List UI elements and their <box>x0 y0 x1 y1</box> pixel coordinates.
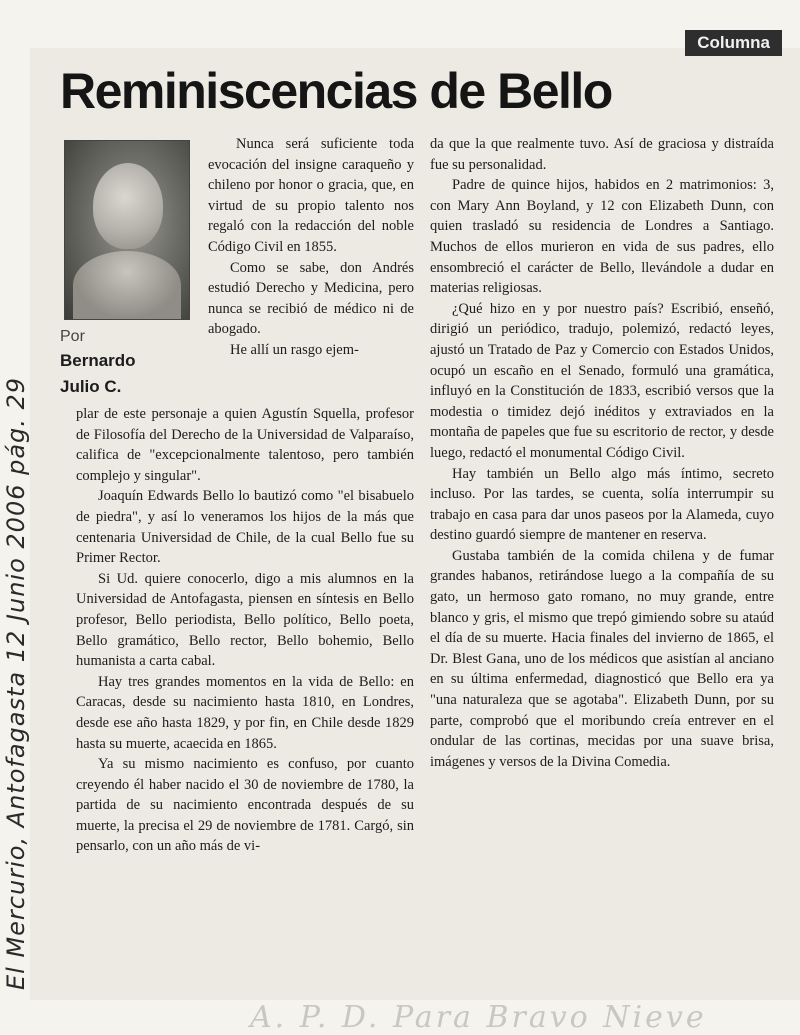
paragraph: Gustaba también de la comida chilena y de fumar grandes habanos, retirándose luego a la compañía de su gato, un hermoso gato romano, no muy grande, entre blanco y gris, el mismo que trepó gimiendo sobre su ataúd el día de su muerte. Hacia finales del invierno de 1865, el Dr. Blest Gana, uno de los médicos que asistían al anciano en su última enfermedad, diagnosticó que Bello era ya "una naturaleza que se agotaba". Elizabeth Dunn, por su parte, comprobó que el moribundo creía entrever en el ondular de las cortinas, mecidas por una suave brisa, imágenes y versos de la Divina Comedia. <box>430 547 774 770</box>
section-label: Columna <box>685 30 782 56</box>
portrait-shoulders <box>73 251 181 319</box>
paragraph: Joaquín Edwards Bello lo bautizó como "el bisabuelo de piedra", y así lo veneramos los hijos de la más que centenaria Universidad de Chile, de la cual Bello fue su Primer Rector. <box>76 488 414 567</box>
paragraph: plar de este personaje a quien Agustín Squella, profesor de Filosofía del Derecho de la Universidad de Valparaíso, califica de "excepcionalmente talentoso, pero también complejo y singular". <box>76 406 414 484</box>
column-left-top <box>208 134 414 361</box>
paragraph: Si Ud. quiere conocerlo, digo a mis alumnos en la Universidad de Antofagasta, piensen en síntesis en Bello profesor, Bello periodista, Bello político, Bello poeta, Bello gramático, Bello rector, Bello bohemio, Bello humanista a carta cabal. <box>76 570 414 670</box>
byline-author-first: Bernardo <box>60 351 136 370</box>
paragraph: Ya su mismo nacimiento es confuso, por cuanto creyendo él haber nacido el 30 de noviembre de 1780, la partida de su nacimiento encontrada después de su muerte, la precisa el 29 de noviembre de 1781. Cargó, sin pensarlo, con un año más de vi- <box>76 756 414 855</box>
headline: Reminiscencias de Bello <box>60 63 612 119</box>
paragraph: Hay tres grandes momentos en la vida de Bello: en Caracas, desde su nacimiento hasta 1810, en Londres, desde ese año hasta 1829, y por fin, en Chile desde 1829 hasta su muerte, acaecida en 1865. <box>76 673 414 752</box>
author-portrait <box>64 140 190 320</box>
byline <box>60 328 136 398</box>
paragraph: Padre de quince hijos, habidos en 2 matrimonios: 3, con Mary Ann Boyland, y 12 con Elizabeth Dunn, con quien trasladó su residencia de Londres a Santiago. Muchos de ellos murieron en vida de sus padres, ello ensombreció el carácter de Bello, llevándole a dudar en materias religiosas. <box>430 177 774 297</box>
paragraph: He allí un rasgo ejem- <box>230 341 359 358</box>
paragraph: da que la que realmente tuvo. Así de graciosa y distraída fue su personalidad. <box>430 136 774 173</box>
margin-note-text: El Mercurio, Antofagasta 12 Junio 2006 pág. 29 <box>2 376 30 990</box>
paragraph: Nunca será suficiente toda evocación del insigne caraqueño y chileno por honor o gracia, que, en virtud de su propio talento nos regaló con la redacción del noble Código Civil en 1855. <box>208 136 414 255</box>
byline-by: Por <box>60 328 85 345</box>
paragraph: Como se sabe, don Andrés estudió Derecho y Medicina, pero nunca se recibió de médico ni de abogado. <box>208 259 414 338</box>
column-left-bottom <box>76 404 414 857</box>
column-right <box>430 134 774 772</box>
paragraph: ¿Qué hizo en y por nuestro país? Escribió, enseñó, dirigió un periódico, tradujo, polemizó, redactó leyes, ajustó un Tratado de Paz y Comercio con Estados Unidos, ocupó un escaño en el Senado, formuló una gramática, influyó en la Constitución de 1833, escribió versos que la modestia o timidez dejó inéditos y extraviados en la montaña de papeles que fue su escritorio de rector, y desde luego, redactó el monumental Código Civil. <box>430 300 774 461</box>
portrait-head <box>93 163 163 249</box>
handwritten-bottom-note: A. P. D. Para Bravo Nieve <box>250 1000 707 1035</box>
paragraph: Hay también un Bello algo más íntimo, secreto incluso. Por las tardes, se cuenta, solía interrumpir su trabajo en casa para dar unos paseos por la Alameda, cuyo destino guardó siempre de mantener en reserva. <box>430 465 774 544</box>
byline-author-last: Julio C. <box>60 377 122 396</box>
